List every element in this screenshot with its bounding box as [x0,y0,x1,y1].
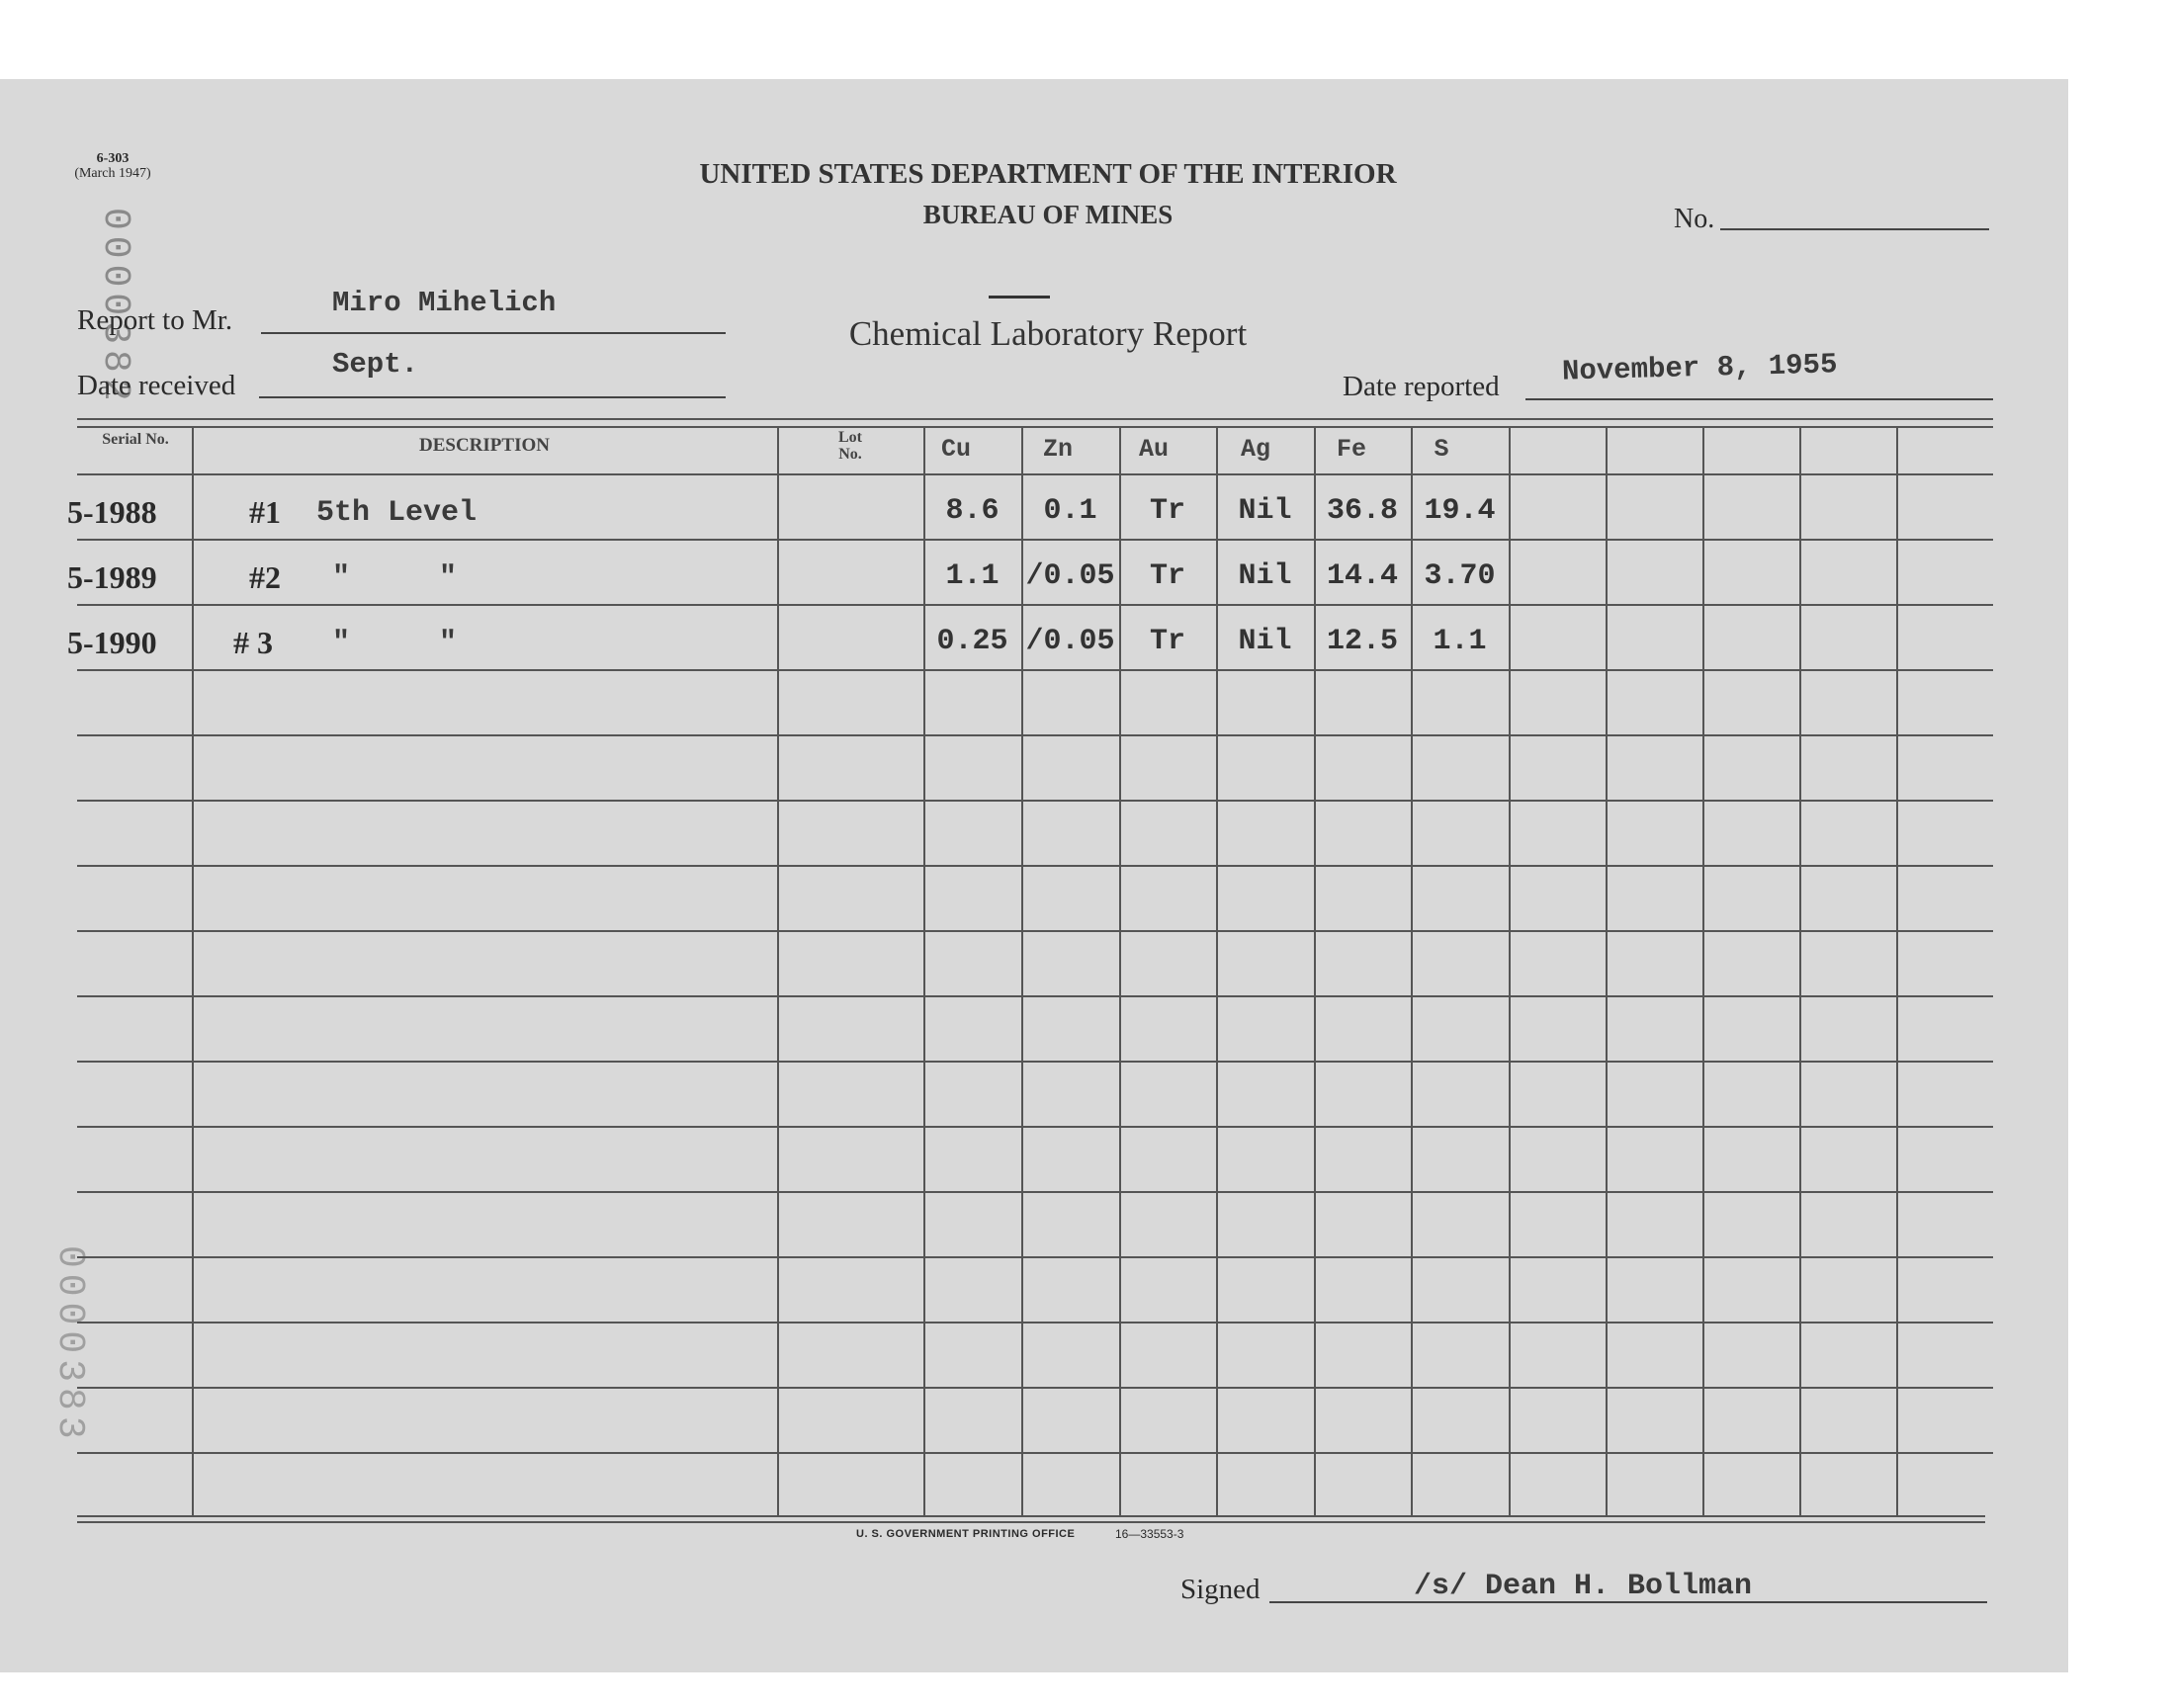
row-divider [77,995,1993,997]
row-divider [77,1061,1993,1063]
header-cu: Cu [940,435,971,464]
report-to-line [261,332,726,334]
row1-ag: Nil [1238,494,1292,528]
row3-description: " " [332,627,458,660]
row3-cu: 0.25 [936,625,1008,658]
report-to-label: Report to Mr. [77,304,233,336]
row-divider [77,1191,1993,1193]
table-top-rule [77,418,1993,420]
col-divider [1606,426,1608,1515]
department-heading: UNITED STATES DEPARTMENT OF THE INTERIOR [699,158,1397,190]
header-description: DESCRIPTION [419,435,550,456]
bureau-heading: BUREAU OF MINES [922,200,1174,229]
col-divider [1799,426,1801,1515]
row1-zn: 0.1 [1043,494,1097,528]
col-divider [192,426,194,1515]
header-zn: Zn [1042,435,1073,464]
row3-fe: 12.5 [1326,625,1398,658]
printer-note: U. S. GOVERNMENT PRINTING OFFICE [856,1528,1076,1540]
row2-number: #2 [249,559,281,595]
row1-serial: 5-1988 [67,494,157,530]
col-divider [1509,426,1511,1515]
stamp-number-bottom: 0000383 [48,1245,91,1445]
col-divider [1896,426,1898,1515]
row3-ag: Nil [1238,625,1292,658]
header-lot-no: Lot No. [838,429,862,463]
heading-rule [989,296,1050,299]
row2-s: 3.70 [1424,559,1496,593]
row2-serial: 5-1989 [67,559,157,595]
row1-cu: 8.6 [945,494,1000,528]
form-number: 6-303 [96,151,130,166]
row-divider [77,800,1993,802]
row-divider [77,1126,1993,1128]
number-label: No. [1674,204,1715,234]
row3-au: Tr [1149,625,1185,658]
row-divider [77,930,1993,932]
number-line [1720,228,1989,230]
stamp-number-top: 0000382 [94,208,136,407]
date-received-label: Date received [77,370,236,401]
row1-au: Tr [1149,494,1185,528]
row-divider [77,734,1993,736]
report-to-value: Miro Mihelich [332,287,557,319]
row3-serial: 5-1990 [67,625,157,660]
col-divider [1702,426,1704,1515]
header-fe: Fe [1336,435,1366,464]
date-reported-line [1525,398,1993,400]
row1-description: 5th Level [316,496,478,530]
row3-zn: /0.05 [1025,625,1115,658]
row2-cu: 1.1 [945,559,1000,593]
row2-fe: 14.4 [1326,559,1398,593]
row-divider [77,669,1993,671]
table-bottom-rule [77,1515,1985,1517]
row2-description: " " [332,561,458,595]
row1-s: 19.4 [1424,494,1496,528]
row3-number: # 3 [233,625,273,660]
table-top-rule-2 [77,426,1993,428]
date-reported-value: November 8, 1955 [1561,348,1838,388]
date-received-line [259,396,726,398]
table-bottom-rule-2 [77,1521,1985,1523]
row-divider [77,473,1993,475]
col-divider [777,426,779,1515]
date-reported-label: Date reported [1343,371,1500,402]
row-divider [77,1256,1993,1258]
row1-number: #1 [249,494,281,530]
header-ag: Ag [1240,435,1270,464]
row1-fe: 36.8 [1326,494,1398,528]
printer-code: 16—33553-3 [1115,1527,1184,1541]
header-serial-no: Serial No. [102,431,169,448]
signed-label: Signed [1180,1574,1261,1605]
row2-ag: Nil [1238,559,1292,593]
form-code [73,151,152,181]
row-divider [77,1322,1993,1324]
header-au: Au [1138,435,1169,464]
row-divider [77,539,1993,541]
signed-value: /s/ Dean H. Bollman [1414,1570,1753,1603]
date-received-value: Sept. [332,348,419,381]
row2-au: Tr [1149,559,1185,593]
row-divider [77,865,1993,867]
row-divider [77,1387,1993,1389]
document-sheet [0,79,2068,1672]
form-date: (March 1947) [74,166,151,181]
row2-zn: /0.05 [1025,559,1115,593]
header-s: S [1434,435,1449,464]
row-divider [77,604,1993,606]
row-divider [77,1452,1993,1454]
report-title: Chemical Laboratory Report [848,314,1248,353]
row3-s: 1.1 [1433,625,1487,658]
